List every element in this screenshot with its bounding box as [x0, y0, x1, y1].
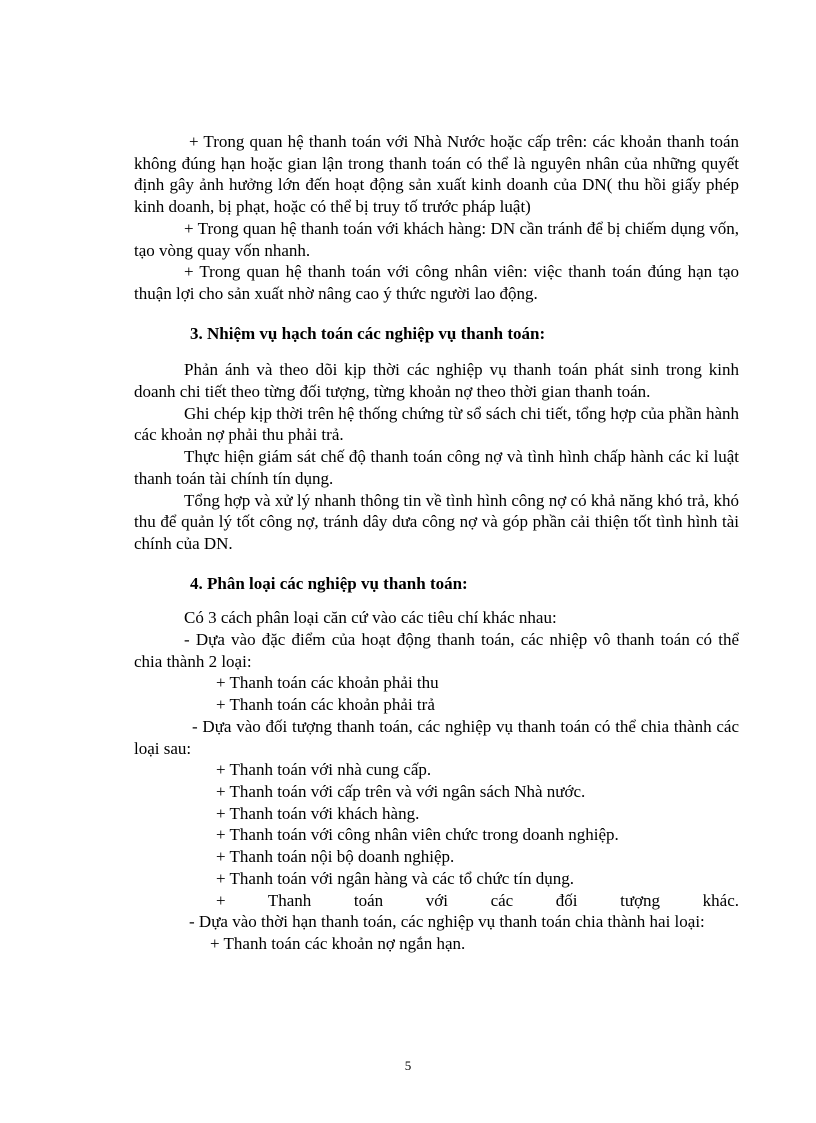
classification-2-item: + Thanh toán với các đối tượng khác.: [216, 890, 739, 910]
page-number: 5: [404, 1058, 412, 1073]
intro-paragraph-3: + Trong quan hệ thanh toán với công nhân viên: việc thanh toán đúng hạn tạo thuận lợi cho sản xuất nhờ nâng cao ý thức người lao động.: [134, 262, 739, 303]
intro-paragraph-1: + Trong quan hệ thanh toán với Nhà Nước hoặc cấp trên: các khoản thanh toán không đúng hạn hoặc gian lận trong thanh toán có thể là nguyên nhân của những quyết định gây ảnh hưởng lớn đến hoạt động sản xuất kinh doanh của DN( thu hồi giấy phép kinh doanh, bị phạt, hoặc có thể bị truy tố trước pháp luật): [134, 132, 739, 217]
classification-2-item: + Thanh toán với khách hàng.: [216, 803, 420, 823]
classification-1-item: + Thanh toán các khoản phải thu: [216, 673, 439, 693]
classification-2-item: + Thanh toán với ngân hàng và các tổ chức tín dụng.: [216, 868, 574, 888]
section-3-paragraph: Ghi chép kịp thời trên hệ thống chứng từ sổ sách chi tiết, tổng hợp của phần hành các khoản nợ phải thu phải trả.: [134, 403, 739, 445]
classification-2-item: + Thanh toán nội bộ doanh nghiệp.: [216, 847, 455, 867]
classification-2-item: + Thanh toán với công nhân viên chức trong doanh nghiệp.: [216, 825, 619, 845]
page-content: [134, 131, 739, 955]
classification-2-item: + Thanh toán với nhà cung cấp.: [216, 760, 432, 780]
section-4-heading: 4. Phân loại các nghiệp vụ thanh toán:: [190, 573, 468, 593]
section-3-paragraph: Phản ánh và theo dõi kịp thời các nghiệp vụ thanh toán phát sinh trong kinh doanh chi tiết theo từng đối tượng, từng khoản nợ theo thời gian thanh toán.: [134, 360, 739, 402]
section-3-paragraph: Thực hiện giám sát chế độ thanh toán công nợ và tình hình chấp hành các kỉ luật thanh toán tài chính tín dụng.: [134, 447, 739, 488]
intro-paragraph-2: + Trong quan hệ thanh toán với khách hàng: DN cần tránh để bị chiếm dụng vốn, tạo vòng quay vốn nhanh.: [134, 218, 739, 260]
classification-3-item: + Thanh toán các khoản nợ ngắn hạn.: [210, 933, 466, 953]
classification-2-text: - Dựa vào đối tượng thanh toán, các nghiệp vụ thanh toán có thể chia thành các loại sau:: [134, 716, 739, 758]
classification-2-item: + Thanh toán với cấp trên và với ngân sách Nhà nước.: [216, 781, 586, 801]
classification-1-item: + Thanh toán các khoản phải trả: [216, 695, 435, 715]
section-4-intro: Có 3 cách phân loại căn cứ vào các tiêu chí khác nhau:: [184, 608, 557, 628]
section-3-paragraph: Tổng hợp và xử lý nhanh thông tin về tình hình công nợ có khả năng khó trả, khó thu để quản lý tốt công nợ, tránh dây dưa công nợ và góp phần cải thiện tốt tình hình tài chính của DN.: [134, 490, 739, 553]
section-3-heading: 3. Nhiệm vụ hạch toán các nghiệp vụ thanh toán:: [190, 323, 546, 343]
classification-3-text: - Dựa vào thời hạn thanh toán, các nghiệp vụ thanh toán chia thành hai loại:: [189, 912, 705, 932]
classification-1-text: - Dựa vào đặc điểm của hoạt động thanh toán, các nhiệp vô thanh toán có thể chia thành 2 loại:: [134, 630, 739, 671]
